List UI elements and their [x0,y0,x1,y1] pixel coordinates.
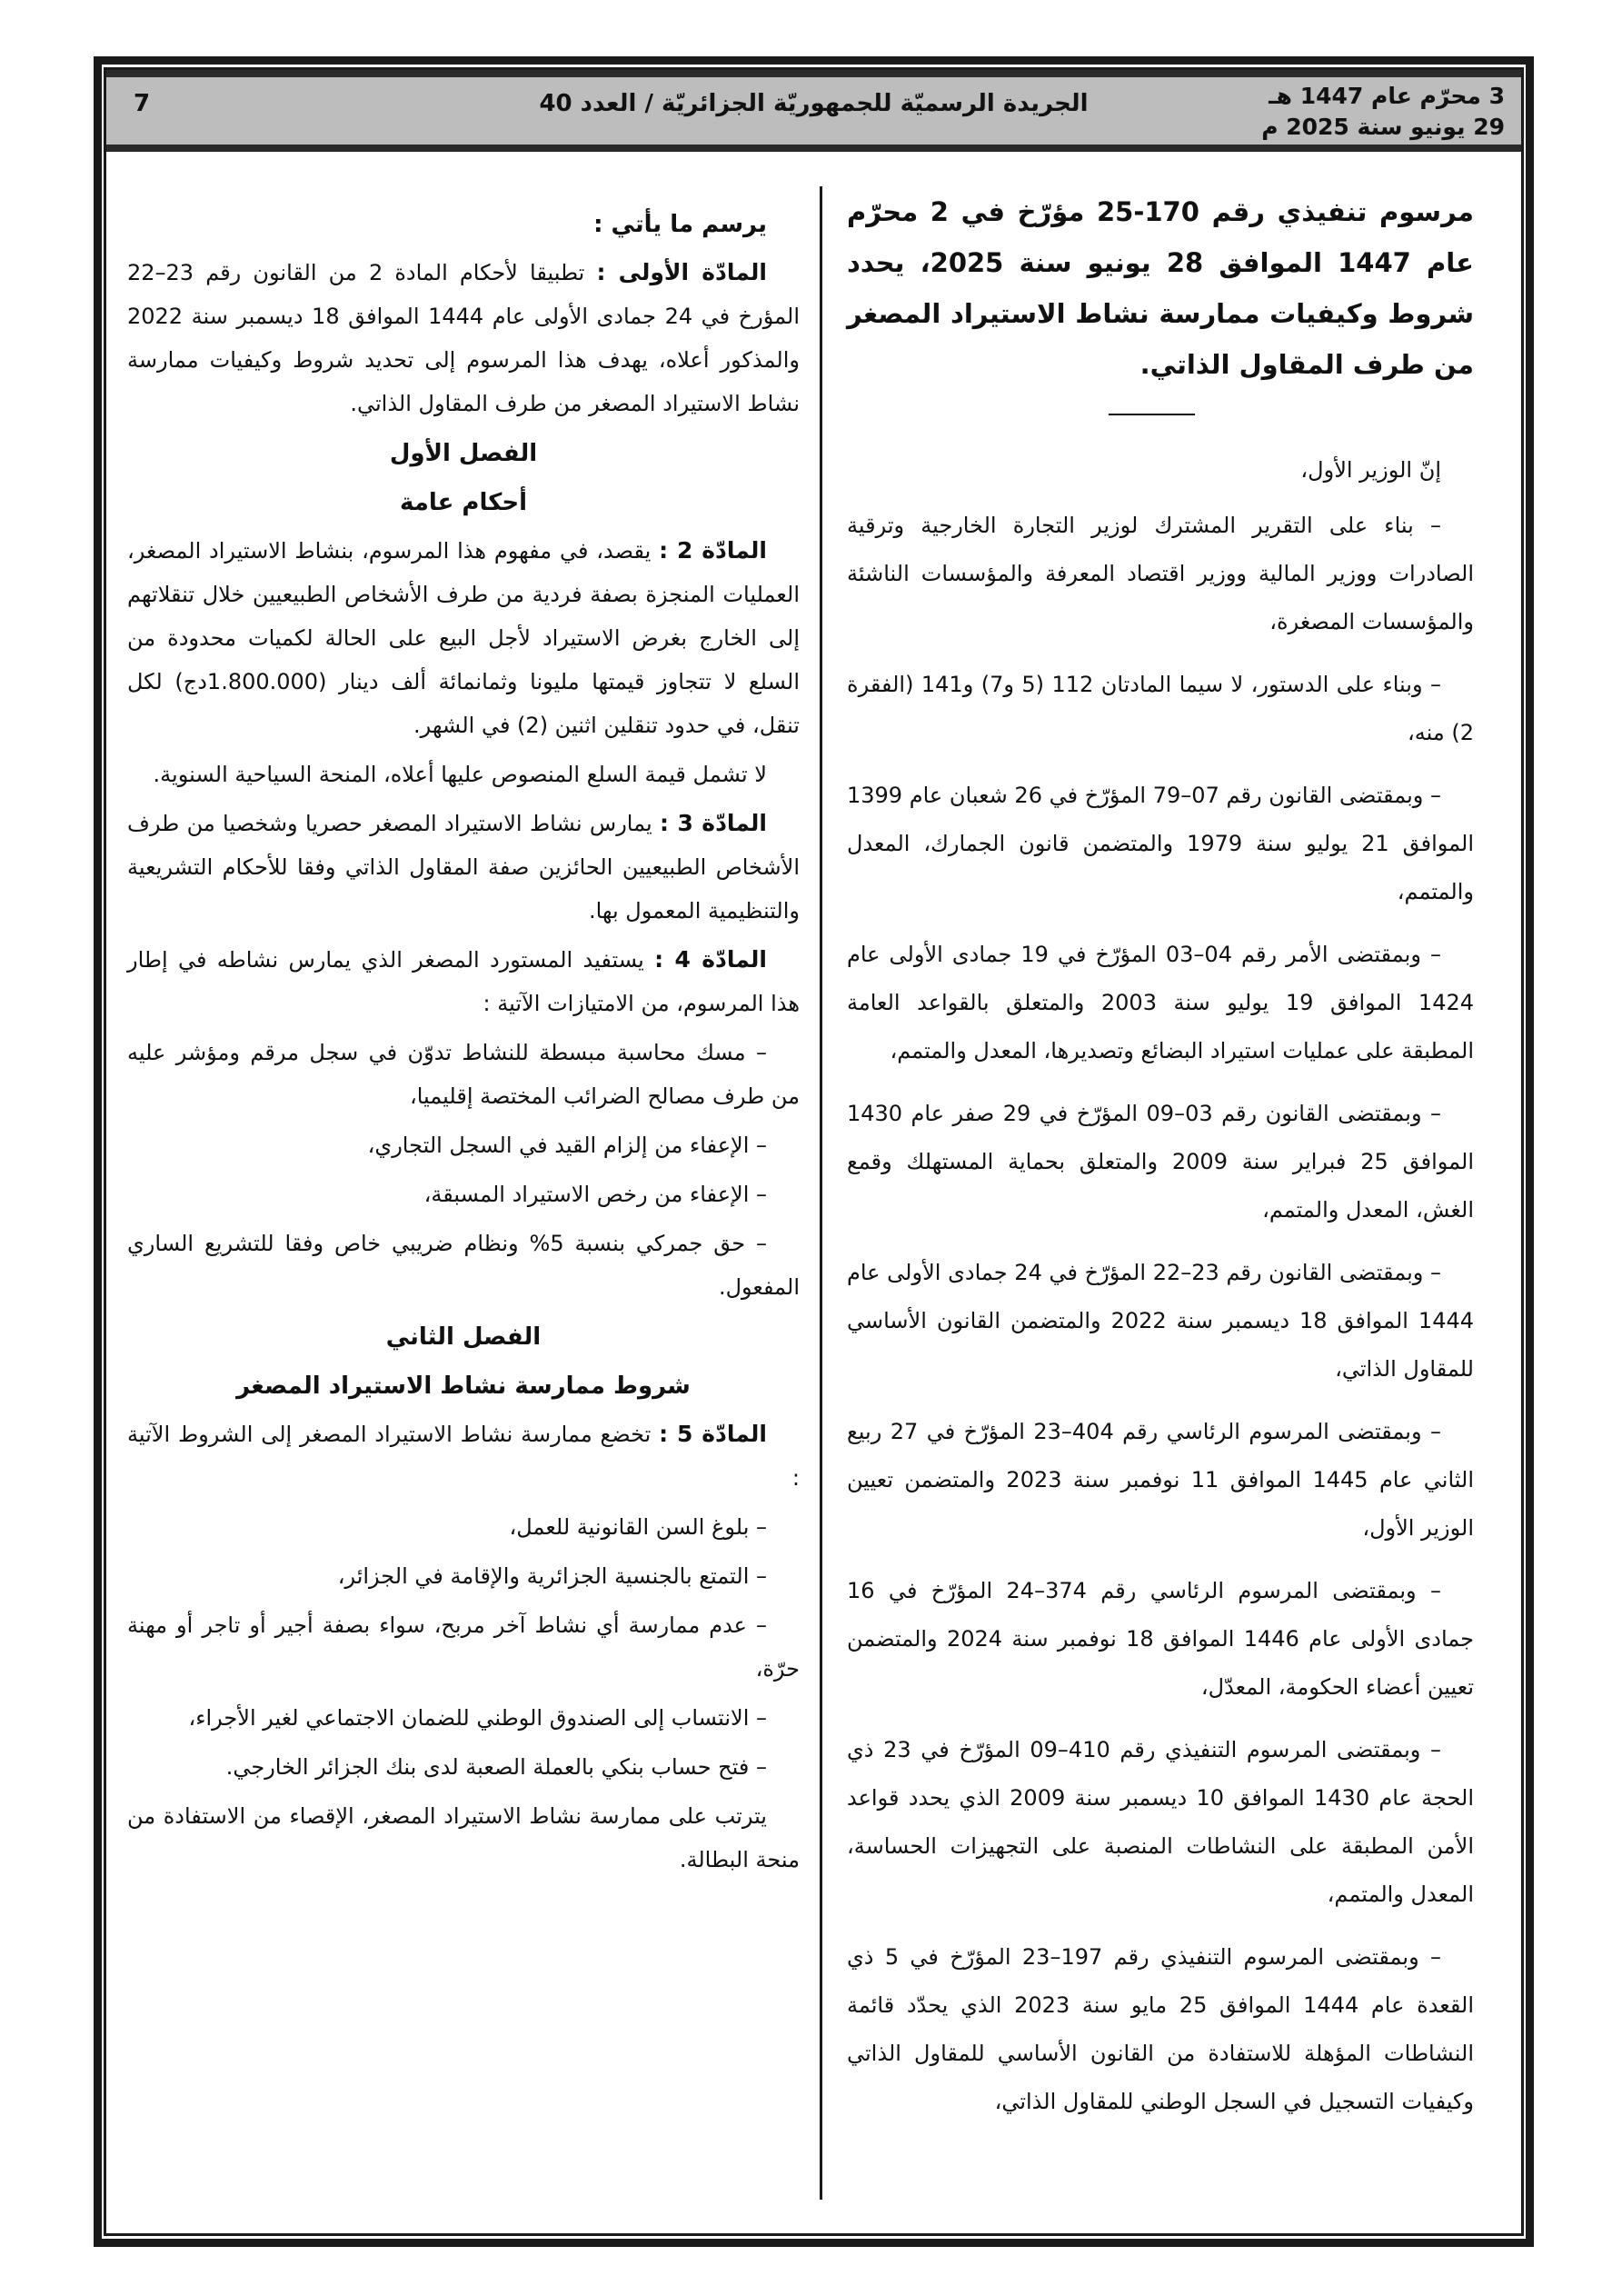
list-item: – فتح حساب بنكي بالعملة الصعبة لدى بنك الجزائر الخارجي. [225,1754,767,1780]
preamble-paragraph: – وبمقتضى القانون رقم ⁦09–03⁩ المؤرّخ في 29 صفر عام 1430 الموافق 25 فبراير سنة 2009 والمتعلق بحماية المستهلك وقمع الغش، المعدل والمتمم، [847,1101,1474,1223]
chapter-title: شروط ممارسة نشاط الاستيراد المصغر [236,1373,691,1400]
list-item: – مسك محاسبة مبسطة للنشاط تدوّن في سجل مرقم ومؤشر عليه من طرف مصالح الضرائب المختصة إقليميا، [127,1040,800,1109]
page-number: 7 [134,90,151,117]
article-1 [127,251,800,425]
article-text: تخضع ممارسة نشاط الاستيراد المصغر إلى الشروط الآتية : [127,1422,800,1491]
list-item: – حق جمركي بنسبة 5% ونظام ضريبي خاص وفقا للتشريع الساري المفعول. [127,1231,800,1300]
hijri-date: 3 محرّم عام 1447 هـ [1269,83,1505,109]
article-2 [127,529,800,747]
preamble-paragraph: – وبمقتضى القانون رقم ⁦79–07⁩ المؤرّخ في 26 شعبان عام 1399 الموافق 21 يوليو سنة 1979 والمتضمن قانون الجمارك، المعدل والمتمم، [847,783,1474,904]
column-divider [820,186,822,2200]
chapter-title: أحكام عامة [399,489,528,516]
article-label: المادّة 4 : [654,946,767,973]
article-text: يستفيد المستورد المصغر الذي يمارس نشاطه في إطار هذا المرسوم، من الامتيازات الآتية : [127,947,800,1016]
decree-title: مرسوم تنفيذي رقم ⁦25-170⁩ مؤرّخ في 2 محرّم عام 1447 الموافق 28 يونيو سنة 2025، يحدد شروط وكيفيات ممارسة نشاط الاستيراد المصغر من طرف المقاول الذاتي. [847,196,1474,380]
left-column [127,202,800,1887]
chapter-heading: الفصل الثاني [385,1323,542,1351]
article-paragraph: لا تشمل قيمة السلع المنصوص عليها أعلاه، المنحة السياحية السنوية. [153,762,767,787]
article-3 [127,802,800,933]
gregorian-date: 29 يونيو سنة 2025 م [1261,114,1505,140]
preamble-paragraph: – وبمقتضى الأمر رقم ⁦03–04⁩ المؤرّخ في 19 جمادى الأولى عام 1424 الموافق 19 يوليو سنة 2003 والمتعلق بالقواعد العامة المطبقة على عمليات استيراد البضائع وتصديرها، المعدل والمتمم، [847,942,1474,1063]
article-label: المادّة 3 : [660,810,767,836]
decree-intro: إنّ الوزير الأول، [1300,457,1441,483]
article-text: يقصد، في مفهوم هذا المرسوم، بنشاط الاستيراد المصغر، العمليات المنجزة بصفة فردية من طرف الأشخاص الطبيعيين خلال تنقلاتهم إلى الخارج بغرض الاستيراد لأجل البيع على الحالة لكميات محدودة من السلع لا تتجاوز قيمتها مليونا وثمانمائة ألف دينار (1.800.000دج) لكل تنقل، في حدود تنقلين اثنين (2) في الشهر. [127,538,800,738]
list-item: – عدم ممارسة أي نشاط آخر مربح، سواء بصفة أجير أو تاجر أو مهنة حرّة، [127,1612,800,1682]
decrees-heading: يرسم ما يأتي : [593,211,767,238]
list-item: – التمتع بالجنسية الجزائرية والإقامة في الجزائر، [337,1563,767,1589]
list-item: – الإعفاء من إلزام القيد في السجل التجاري، [367,1133,767,1158]
right-column [847,186,1474,2141]
article-text: يمارس نشاط الاستيراد المصغر حصريا وشخصيا من طرف الأشخاص الطبيعيين الحائزين صفة المقاول الذاتي وفقا للأحكام التشريعية والتنظيمية المعمول بها. [127,811,800,923]
article-text: تطبيقا لأحكام المادة 2 من القانون رقم ⁦22–23⁩ المؤرخ في 24 جمادى الأولى عام 1444 الموافق 18 ديسمبر سنة 2022 والمذكور أعلاه، يهدف هذا المرسوم إلى تحديد شروط وكيفيات ممارسة نشاط الاستيراد المصغر من طرف المقاول الذاتي. [127,260,800,416]
preamble-paragraph: – وبمقتضى المرسوم التنفيذي رقم ⁦23–197⁩ المؤرّخ في 5 ذي القعدة عام 1444 الموافق 25 مايو سنة 2023 الذي يحدّد قائمة النشاطات المؤهلة للاستفادة من القانون الأساسي للمقاول الذاتي وكيفيات التسجيل في السجل الوطني للمقاول الذاتي، [847,1944,1474,2114]
chapter-heading: الفصل الأول [389,440,538,467]
title-separator [1109,414,1195,415]
preamble-paragraph: – بناء على التقرير المشترك لوزير التجارة الخارجية وترقية الصادرات ووزير المالية ووزير اقتصاد المعرفة والمؤسسات الناشئة والمؤسسات المصغرة، [847,513,1474,634]
preamble-paragraph: – وبمقتضى القانون رقم ⁦22–23⁩ المؤرّخ في 24 جمادى الأولى عام 1444 الموافق 18 ديسمبر سنة 2022 والمتضمن القانون الأساسي للمقاول الذاتي، [847,1260,1474,1382]
preamble-paragraph: – وبمقتضى المرسوم الرئاسي رقم ⁦24–374⁩ المؤرّخ في 16 جمادى الأولى عام 1446 الموافق 18 نوفمبر سنة 2024 والمتضمن تعيين أعضاء الحكومة، المعدّل، [847,1578,1474,1700]
article-label: المادّة 2 : [659,537,767,564]
preamble-paragraph: – وبناء على الدستور، لا سيما المادتان 112 (5 و7) و141 (الفقرة 2) منه، [847,672,1474,745]
preamble-paragraph: – وبمقتضى المرسوم التنفيذي رقم ⁦09–410⁩ المؤرّخ في 23 ذي الحجة عام 1430 الموافق 10 ديسمبر سنة 2009 الذي يحدد قواعد الأمن المطبقة على النشاطات المنصبة على التجهيزات الحساسة، المعدل والمتمم، [847,1737,1474,1907]
gazette-header [106,70,1521,152]
list-item: – الإعفاء من رخص الاستيراد المسبقة، [423,1182,767,1207]
list-item: – الانتساب إلى الصندوق الوطني للضمان الاجتماعي لغير الأجراء، [188,1705,767,1731]
article-label: المادّة 5 : [659,1421,767,1447]
article-5 [127,1413,800,1500]
list-item: – بلوغ السن القانونية للعمل، [509,1514,767,1540]
article-paragraph: يترتب على ممارسة نشاط الاستيراد المصغر، الإقصاء من الاستفادة من منحة البطالة. [127,1803,800,1872]
gazette-title: الجريدة الرسميّة للجمهوريّة الجزائريّة / العدد 40 [539,90,1089,117]
preamble-paragraph: – وبمقتضى المرسوم الرئاسي رقم ⁦23–404⁩ المؤرّخ في 27 ربيع الثاني عام 1445 الموافق 11 نوفمبر سنة 2023 والمتضمن تعيين الوزير الأول، [847,1419,1475,1541]
article-label: المادّة الأولى : [596,259,767,285]
article-4 [127,938,800,1025]
